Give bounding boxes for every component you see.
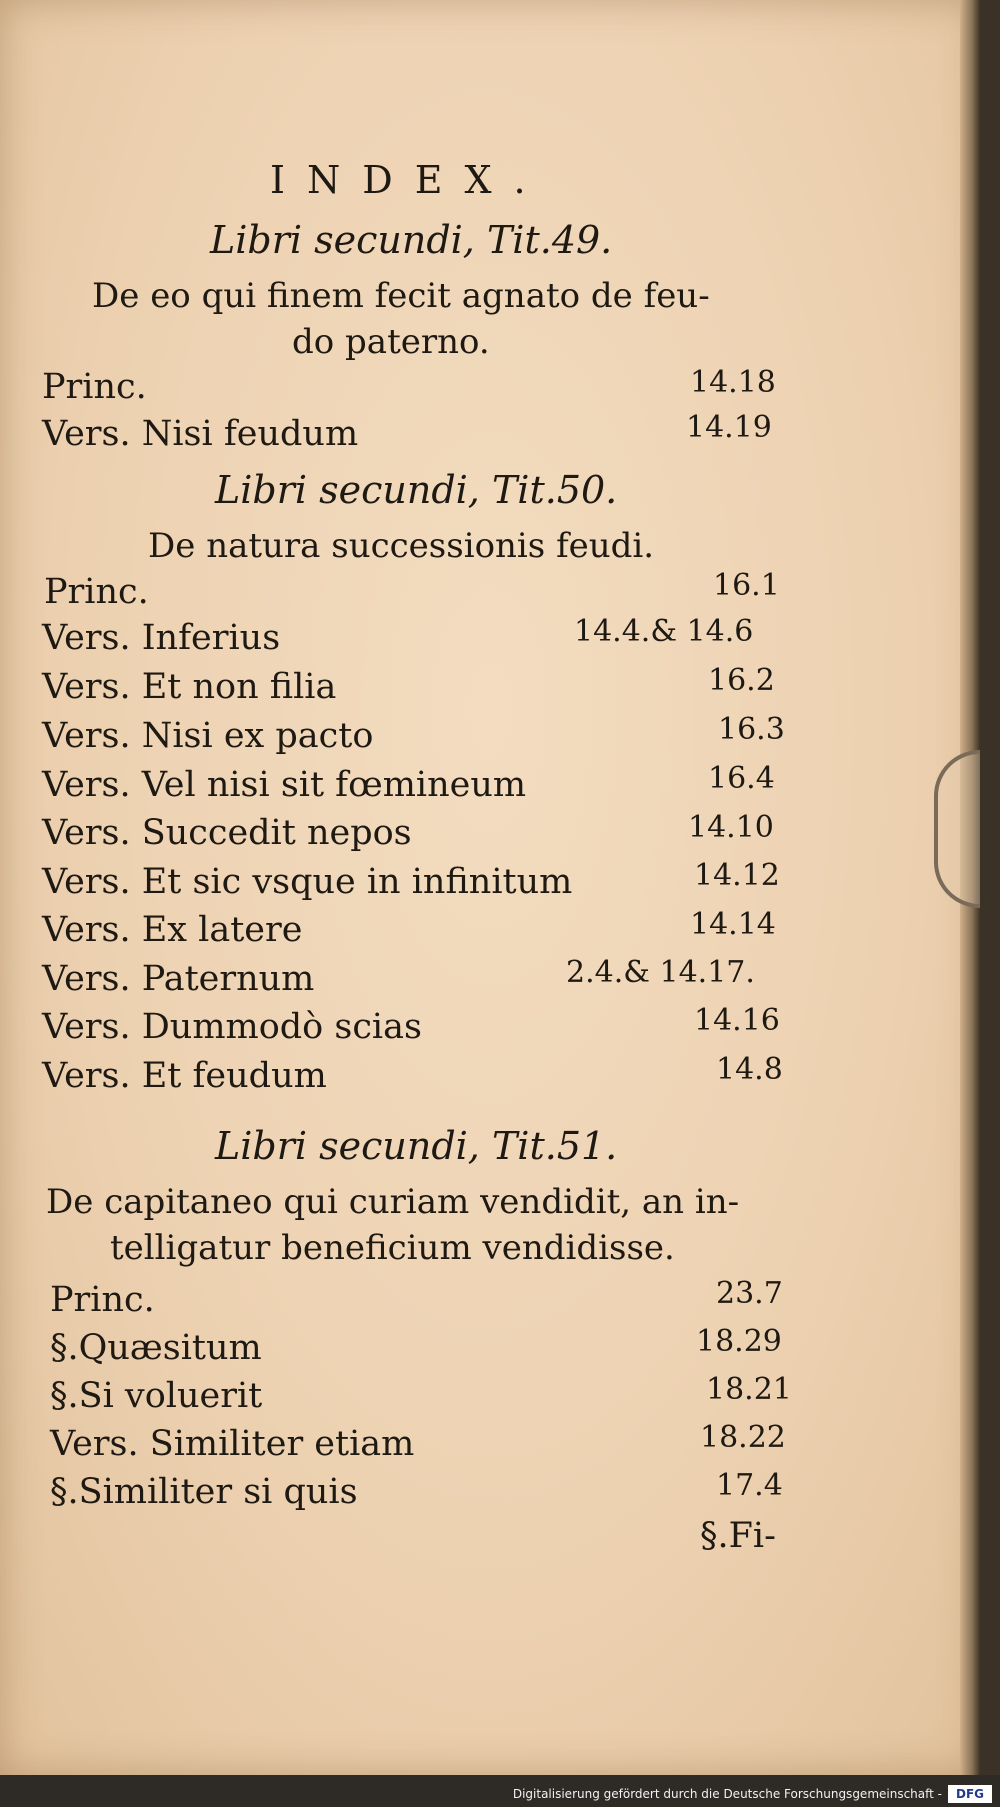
- index-entry-ref: 14.18: [690, 365, 776, 400]
- index-entry-label: Vers. Paternum: [42, 959, 315, 999]
- index-entry-ref: 18.21: [706, 1372, 792, 1407]
- index-entry-ref: 18.22: [700, 1420, 786, 1455]
- index-entry-label: Vers. Dummodò scias: [42, 1007, 422, 1047]
- index-entry-ref: 23.7: [716, 1276, 783, 1311]
- section-subtitle: Libri secundi, Tit.50.: [215, 468, 618, 512]
- index-entry-label: Vers. Nisi ex pacto: [42, 716, 374, 756]
- index-entry-ref: 14.10: [688, 810, 774, 845]
- section-heading-line: De eo qui finem fecit agnato de feu-: [92, 276, 710, 316]
- index-entry-ref: 16.2: [708, 663, 775, 698]
- index-entry-ref: 16.3: [718, 712, 785, 747]
- index-entry-label: Vers. Et sic vsque in infinitum: [42, 862, 573, 902]
- index-entry-label: §.Quæsitum: [50, 1328, 262, 1368]
- index-entry-label: §.Si voluerit: [50, 1376, 263, 1416]
- dfg-logo: DFG: [948, 1785, 992, 1803]
- index-entry-label: Princ.: [44, 572, 149, 612]
- index-entry-ref: 14.4.& 14.6: [574, 614, 754, 649]
- clasp-ring: [934, 750, 980, 908]
- index-entry-ref: 14.14: [690, 907, 776, 942]
- index-entry-label: Vers. Et feudum: [42, 1056, 327, 1096]
- index-entry-label: Vers. Inferius: [42, 618, 281, 658]
- footer-bar: [0, 1775, 1000, 1807]
- index-entry-ref: 2.4.& 14.17.: [566, 955, 755, 990]
- section-heading-line: do paterno.: [292, 322, 490, 362]
- index-entry-label: Princ.: [50, 1280, 155, 1320]
- index-entry-label: §.Similiter si quis: [50, 1472, 358, 1512]
- section-heading-line: De capitaneo qui curiam vendidit, an in-: [46, 1182, 740, 1222]
- section-heading-line: telligatur beneficium vendidisse.: [110, 1228, 675, 1268]
- index-entry-label: Vers. Nisi feudum: [42, 414, 359, 454]
- index-entry-label: Vers. Et non filia: [42, 667, 337, 707]
- section-heading-line: De natura successionis feudi.: [148, 526, 655, 566]
- index-entry-label: Vers. Vel nisi sit fœmineum: [42, 765, 527, 805]
- index-entry-ref: 17.4: [716, 1468, 783, 1503]
- index-entry-label: Princ.: [42, 367, 147, 407]
- section-subtitle: Libri secundi, Tit.49.: [210, 218, 613, 262]
- index-entry-ref: 14.12: [694, 858, 780, 893]
- index-header: INDEX.: [270, 158, 548, 202]
- index-entry-ref: 14.19: [686, 410, 772, 445]
- index-entry-ref: 16.1: [713, 568, 780, 603]
- index-entry-ref: 16.4: [708, 761, 775, 796]
- index-entry-label: Vers. Similiter etiam: [50, 1424, 415, 1464]
- index-entry-ref: 14.8: [716, 1052, 783, 1087]
- index-entry-ref: 14.16: [694, 1003, 780, 1038]
- index-entry-ref: 18.29: [696, 1324, 782, 1359]
- section-subtitle: Libri secundi, Tit.51.: [215, 1124, 618, 1168]
- index-entry-label: Vers. Succedit nepos: [42, 813, 412, 853]
- index-entry-label: Vers. Ex latere: [42, 910, 303, 950]
- catchword: §.Fi-: [700, 1516, 776, 1556]
- digitization-credit: Digitalisierung gefördert durch die Deutsche Forschungsgemeinschaft -: [512, 1787, 942, 1801]
